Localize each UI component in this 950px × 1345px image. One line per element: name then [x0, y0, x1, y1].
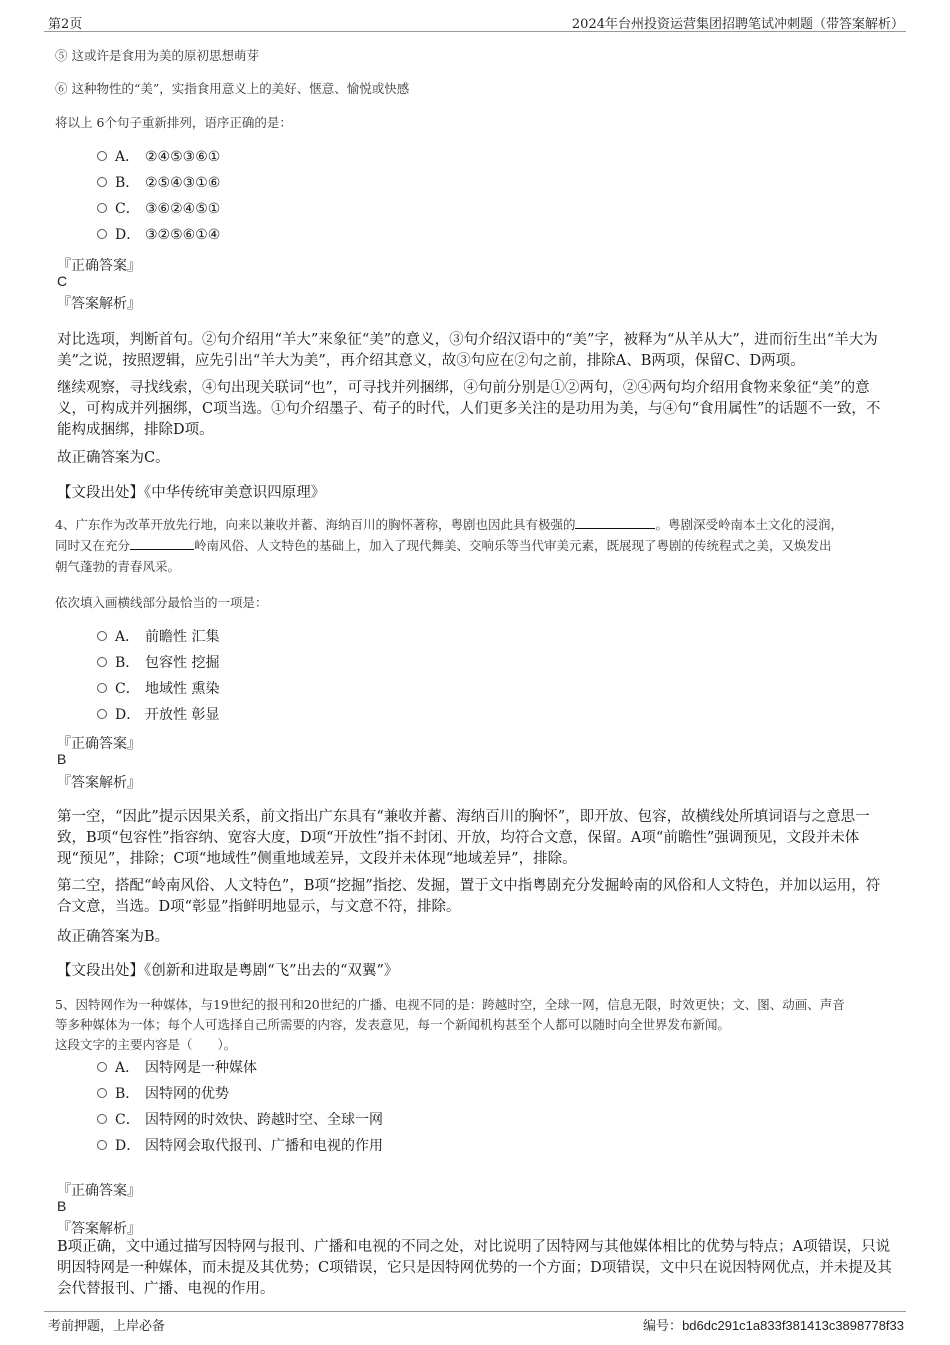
page-number: 第2页 — [48, 17, 83, 32]
analysis-paragraph-1: 第一空，“因此”提示因果关系，前文指出广东具有“兼收并蓄、海纳百川的胸怀”，即开放、包容，故横线处所填词语与之意思一致，B项“包容性”指容纳、宽容大度，D项“开放性”指不封闭、开放，均符合文意，保留。A项“前瞻性”强调预见，文段并未体现“预见”，排除；C项“地域性”侧重地域差异，文段并未体现“地域差异”，排除。 — [57, 809, 870, 867]
radio-icon[interactable] — [97, 1114, 107, 1124]
source-citation: 【文段出处】《创新和进取是粤剧“飞”出去的“双翼”》 — [57, 963, 399, 979]
radio-icon[interactable] — [97, 1140, 107, 1150]
analysis-label: 『答案解析』 — [57, 1221, 141, 1237]
source-citation: 【文段出处】《中华传统审美意识四原理》 — [57, 485, 326, 501]
radio-icon[interactable] — [97, 709, 107, 719]
question-prompt: 依次填入画横线部分最恰当的一项是： — [55, 595, 268, 610]
analysis-paragraph-2: 第二空，搭配“岭南风俗、人文特色”，B项“挖掘”指挖、发掘，置于文中指粤剧充分发掘岭南的风俗和人文特色，并加以运用，符合文意，当选。D项“彰显”指鲜明地显示，与文意不符，排除。 — [57, 878, 881, 915]
option-list — [97, 1058, 383, 1156]
answer-value: B — [57, 1198, 67, 1214]
analysis-label: 『答案解析』 — [57, 775, 141, 791]
option-c[interactable]: C． ③⑥②④⑤① — [97, 199, 220, 219]
option-c[interactable]: C． 地域性 熏染 — [97, 679, 219, 699]
answer-label: 『正确答案』 — [57, 258, 141, 274]
sentence-5: ⑤ 这或许是食用为美的原初思想萌芽 — [55, 48, 259, 63]
radio-icon[interactable] — [97, 657, 107, 667]
answer-label: 『正确答案』 — [57, 736, 141, 752]
radio-icon[interactable] — [97, 229, 107, 239]
answer-value: B — [57, 751, 67, 767]
option-b[interactable]: B． ②⑤④③①⑥ — [97, 173, 220, 193]
header-divider — [44, 31, 906, 32]
analysis-conclusion: 故正确答案为B。 — [57, 929, 170, 945]
fill-blank-2[interactable] — [130, 536, 194, 550]
option-b[interactable]: B． 因特网的优势 — [97, 1084, 383, 1104]
radio-icon[interactable] — [97, 1062, 107, 1072]
option-b[interactable]: B． 包容性 挖掘 — [97, 653, 219, 673]
option-d[interactable]: D． 开放性 彰显 — [97, 705, 219, 725]
analysis-label: 『答案解析』 — [57, 296, 141, 312]
radio-icon[interactable] — [97, 631, 107, 641]
radio-icon[interactable] — [97, 683, 107, 693]
option-d[interactable]: D． 因特网会取代报刊、广播和电视的作用 — [97, 1136, 383, 1156]
option-a[interactable]: A． 因特网是一种媒体 — [97, 1058, 383, 1078]
option-list — [97, 627, 219, 725]
analysis-conclusion: 故正确答案为C。 — [57, 450, 170, 466]
answer-value: C — [57, 273, 68, 289]
radio-icon[interactable] — [97, 177, 107, 187]
radio-icon[interactable] — [97, 1088, 107, 1098]
option-list — [97, 147, 220, 245]
sentence-6: ⑥ 这种物性的“美”，实指食用意义上的美好、惬意、愉悦或快感 — [55, 81, 410, 96]
option-a[interactable]: A． ②④⑤③⑥① — [97, 147, 220, 167]
document-code: 编号：bd6dc291c1a833f381413c3898778f33 — [643, 1318, 904, 1334]
answer-label: 『正确答案』 — [57, 1183, 141, 1199]
analysis-paragraph: B项正确，文中通过描写因特网与报刊、广播和电视的不同之处，对比说明了因特网与其他媒体相比的优势与特点；A项错误，只说明因特网是一种媒体，而未提及其优势；C项错误，它只是因特网优势的一个方面；D项错误，文中只在说因特网优点，并未提及其会代替报刊、广播、电视的作用。 — [57, 1239, 892, 1297]
analysis-paragraph-1: 对比选项，判断首句。②句介绍用“羊大”来象征“美”的意义，③句介绍汉语中的“美”字，被释为“从羊从大”，进而衍生出“羊大为美”之说，按照逻辑，应先引出“羊大为美”，再介绍其意义，故③句应在②句之前，排除A、B两项，保留C、D两项。 — [57, 332, 878, 369]
option-a[interactable]: A． 前瞻性 汇集 — [97, 627, 219, 647]
question-stem: 5、因特网作为一种媒体，与19世纪的报刊和20世纪的广播、电视不同的是：跨越时空，全球一网，信息无限，时效更快；文、图、动画、声音 等多种媒体为一体；每个人可选择自己所需要的内容，发表意见，每一个新闻机构甚至个人都可以随时向全世界发布新闻。 这段文字的主要内容是（ ）。 — [55, 997, 845, 1052]
radio-icon[interactable] — [97, 203, 107, 213]
option-d[interactable]: D． ③②⑤⑥①④ — [97, 225, 220, 245]
footer-divider — [44, 1311, 906, 1312]
question-prompt: 将以上 6个句子重新排列，语序正确的是： — [55, 115, 292, 130]
document-title: 2024年台州投资运营集团招聘笔试冲刺题（带答案解析） — [571, 17, 904, 32]
footer-slogan: 考前押题，上岸必备 — [48, 1319, 166, 1334]
question-stem: 4、广东作为改革开放先行地，向来以兼收并蓄、海纳百川的胸怀著称，粤剧也因此具有极强的 。粤剧深受岭南本土文化的浸润， 同时又在充分 岭南风俗、人文特色的基础上，加入了现代舞美、交响乐等当代审美元素，既展现了粤剧的传统程式之美，又焕发出 朝气蓬勃的青春风采。 — [55, 517, 843, 574]
analysis-paragraph-2: 继续观察，寻找线索，④句出现关联词“也”，可寻找并列捆绑，④句前分别是①②两句，②④两句均介绍用食物来象征“美”的意义，可构成并列捆绑，C项当选。①句介绍墨子、荀子的时代，人们更多关注的是功用为美，与④句“食用属性”的话题不一致，不能构成捆绑，排除D项。 — [57, 380, 881, 438]
fill-blank-1[interactable] — [575, 515, 655, 529]
radio-icon[interactable] — [97, 151, 107, 161]
option-c[interactable]: C． 因特网的时效快、跨越时空、全球一网 — [97, 1110, 383, 1130]
